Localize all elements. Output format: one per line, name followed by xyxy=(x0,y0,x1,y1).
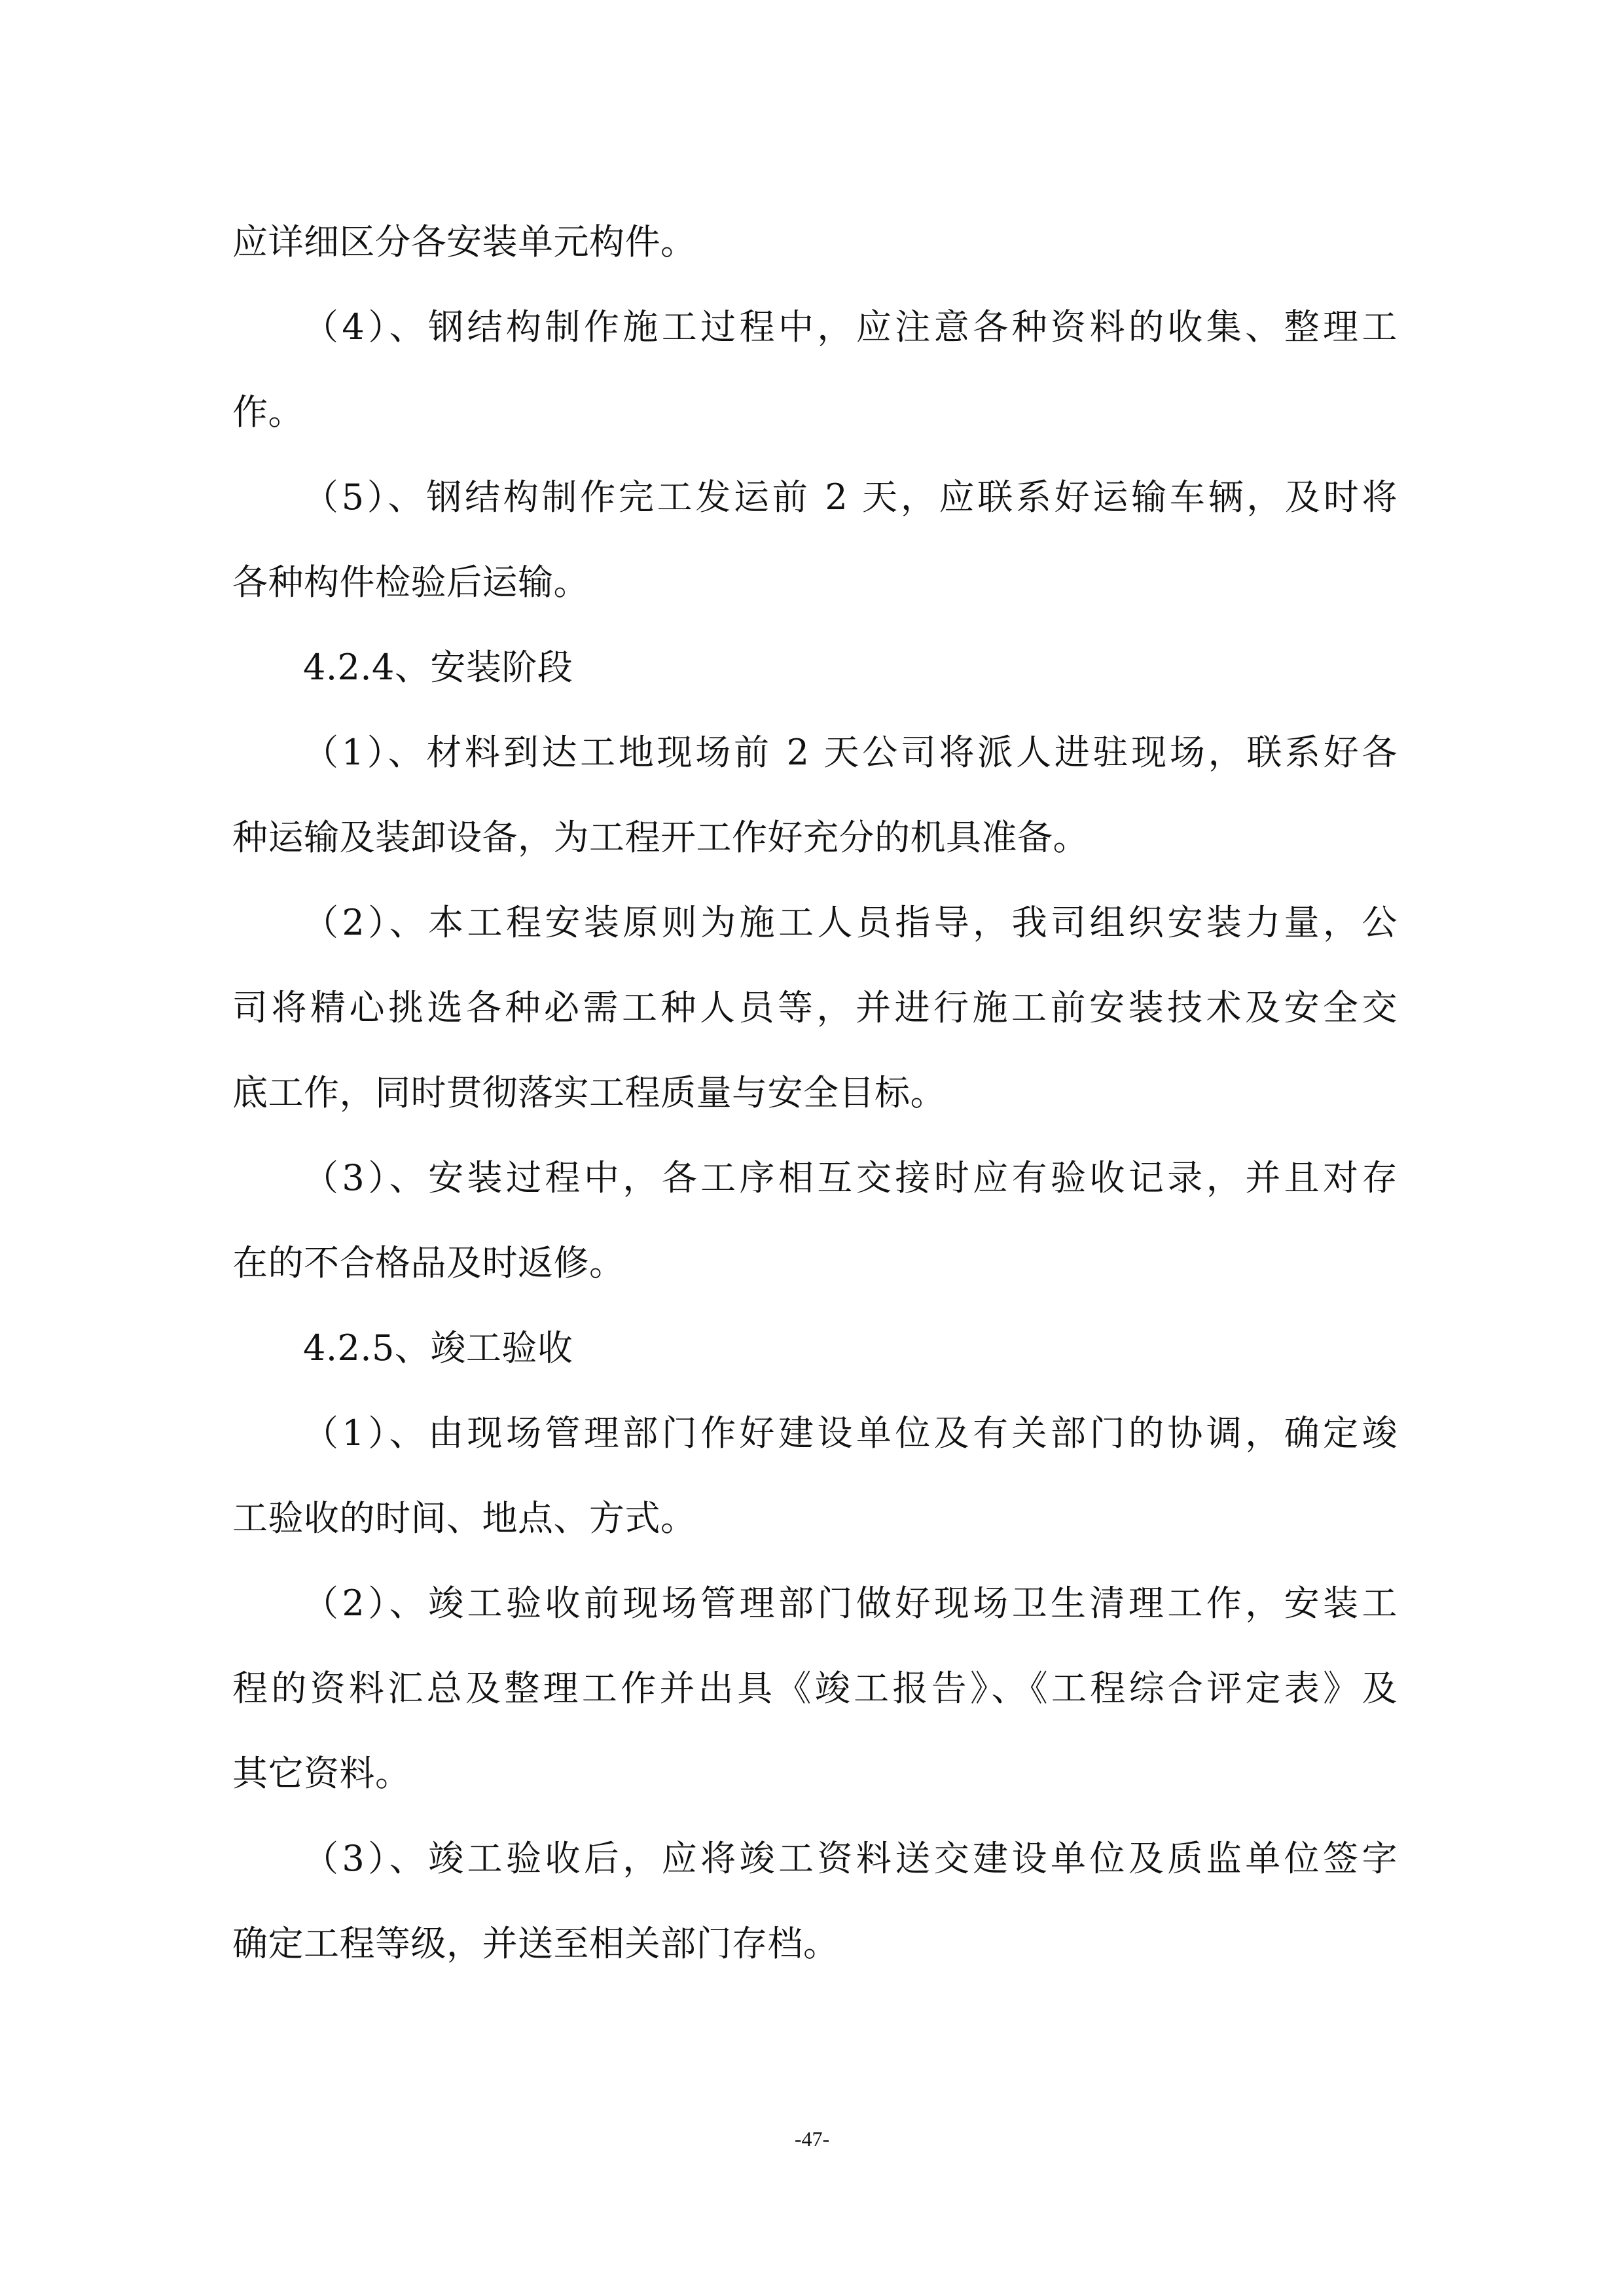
section-heading: 4.2.4、安装阶段 xyxy=(303,647,573,688)
document-body xyxy=(232,200,1398,1986)
text-line: （4）、钢结构制作施工过程中，应注意各种资料的收集、整理工 xyxy=(303,306,1398,348)
text-line: （2）、竣工验收前现场管理部门做好现场卫生清理工作，安装工 xyxy=(303,1583,1398,1624)
text-line: 其它资料。 xyxy=(232,1753,411,1794)
page-number: -47- xyxy=(794,2127,830,2151)
section-heading: 4.2.5、竣工验收 xyxy=(303,1327,573,1369)
text-line: （2）、本工程安装原则为施工人员指导，我司组织安装力量，公 xyxy=(303,902,1398,943)
text-line: （5）、钢结构制作完工发运前 2 天，应联系好运输车辆，及时将 xyxy=(303,476,1398,518)
text-line: 程的资料汇总及整理工作并出具《竣工报告》、《工程综合评定表》及 xyxy=(232,1668,1398,1709)
text-line: （1）、由现场管理部门作好建设单位及有关部门的协调，确定竣 xyxy=(303,1412,1398,1454)
text-line: 种运输及装卸设备，为工程开工作好充分的机具准备。 xyxy=(232,817,1089,858)
text-line: （3）、安装过程中，各工序相互交接时应有验收记录，并且对存 xyxy=(303,1157,1398,1198)
text-line: 确定工程等级，并送至相关部门存档。 xyxy=(232,1923,839,1964)
text-line: 各种构件检验后运输。 xyxy=(232,562,589,603)
text-line: 作。 xyxy=(232,391,304,433)
text-line: 底工作，同时贯彻落实工程质量与安全目标。 xyxy=(232,1072,946,1113)
text-line: 司将精心挑选各种必需工种人员等，并进行施工前安装技术及安全交 xyxy=(232,987,1398,1028)
text-line: 在的不合格品及时返修。 xyxy=(232,1242,625,1283)
text-line: 工验收的时间、地点、方式。 xyxy=(232,1498,696,1539)
text-line: （1）、材料到达工地现场前 2 天公司将派人进驻现场，联系好各 xyxy=(303,732,1398,773)
text-line: （3）、竣工验收后，应将竣工资料送交建设单位及质监单位签字 xyxy=(303,1838,1398,1879)
text-line: 应详细区分各安装单元构件。 xyxy=(232,221,696,262)
